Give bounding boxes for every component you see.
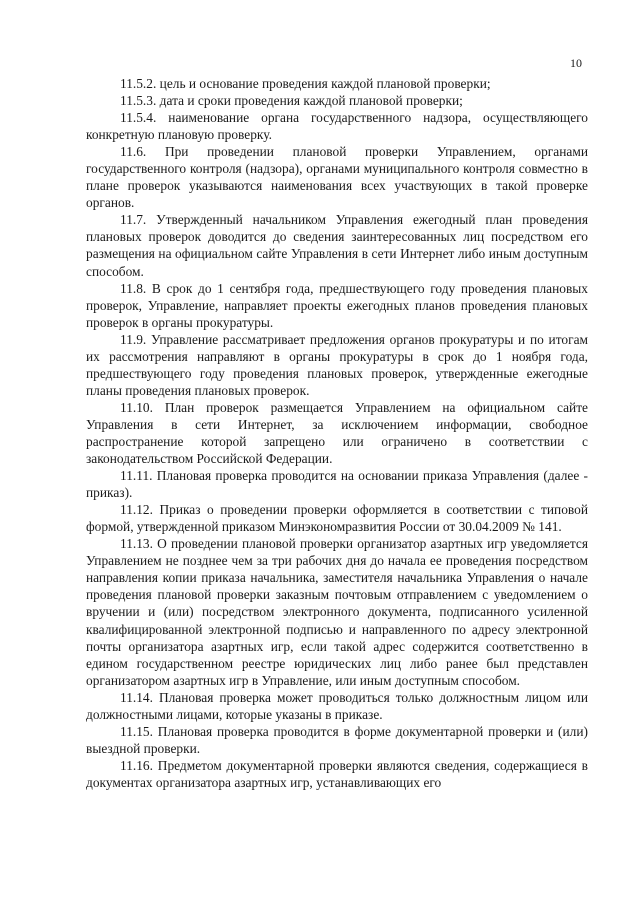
paragraph-11-10: 11.10. План проверок размещается Управлением на официальном сайте Управления в сети Интернет, за исключением информации, свободное распространение которой запрещено или ограничено в соответствии с законодательством Российской Федерации.	[86, 399, 588, 467]
page-number: 10	[570, 56, 582, 70]
paragraph-11-5-2: 11.5.2. цель и основание проведения каждой плановой проверки;	[120, 76, 491, 91]
paragraph-11-5-4: 11.5.4. наименование органа государственного надзора, осуществляющего конкретную плановую проверку.	[86, 110, 588, 143]
paragraph-11-5-3: 11.5.3. дата и сроки проведения каждой плановой проверки;	[120, 93, 463, 109]
paragraph-11-8: 11.8. В срок до 1 сентября года, предшествующего году проведения плановых проверок, Управление, направляет проекты ежегодных планов проведения плановых проверок в органы прокуратуры.	[86, 280, 588, 330]
paragraph-11-13: 11.13. О проведении плановой проверки организатор азартных игр уведомляется Управлением не позднее чем за три рабочих дня до начала ее проведения посредством направления копии приказа начальника, заместителя начальника Управления о начале проведения плановой проверки заказным почтовым отправлением с уведомлением о вручении и (или) посредством электронного документа, подписанного усиленной квалифицированной электронной подписью и направленного по адресу электронной почты организатора азартных игр, если такой адрес содержится соответственно в едином государственном реестре юридических лиц либо ранее был представлен организатором азартных игр в Управление, или иным доступным способом.	[86, 536, 588, 688]
paragraph-11-9: 11.9. Управление рассматривает предложения органов прокуратуры и по итогам их рассмотрения направляют в органы прокуратуры в срок до 1 ноября года, предшествующего году проведения плановых проверок, утвержденные ежегодные планы проведения плановых проверок.	[86, 331, 588, 398]
paragraph-11-15: 11.15. Плановая проверка проводится в форме документарной проверки и (или) выездной проверки.	[86, 723, 588, 756]
paragraph-11-6: 11.6. При проведении плановой проверки Управлением, органами государственного контроля (надзора), органами муниципального контроля совместно в плане проверок указываются наименования всех участвующих в такой проверке органов.	[86, 144, 588, 211]
paragraph-11-16: 11.16. Предметом документарной проверки являются сведения, содержащиеся в документах организатора азартных игр, устанавливающих его	[86, 757, 588, 790]
paragraph-11-11: 11.11. Плановая проверка проводится на основании приказа Управления (далее - приказ).	[86, 468, 588, 501]
paragraph-11-14: 11.14. Плановая проверка может проводиться только должностным лицом или должностными лицами, которые указаны в приказе.	[86, 689, 588, 722]
paragraph-11-12: 11.12. Приказ о проведении проверки оформляется в соответствии с типовой формой, утвержденной приказом Минэкономразвития России от 30.04.2009 № 141.	[86, 502, 588, 535]
paragraph-11-7: 11.7. Утвержденный начальником Управления ежегодный план проведения плановых проверок доводится до сведения заинтересованных лиц посредством его размещения на официальном сайте Управления в сети Интернет либо иным доступным способом.	[86, 212, 588, 279]
document-body	[86, 75, 588, 791]
